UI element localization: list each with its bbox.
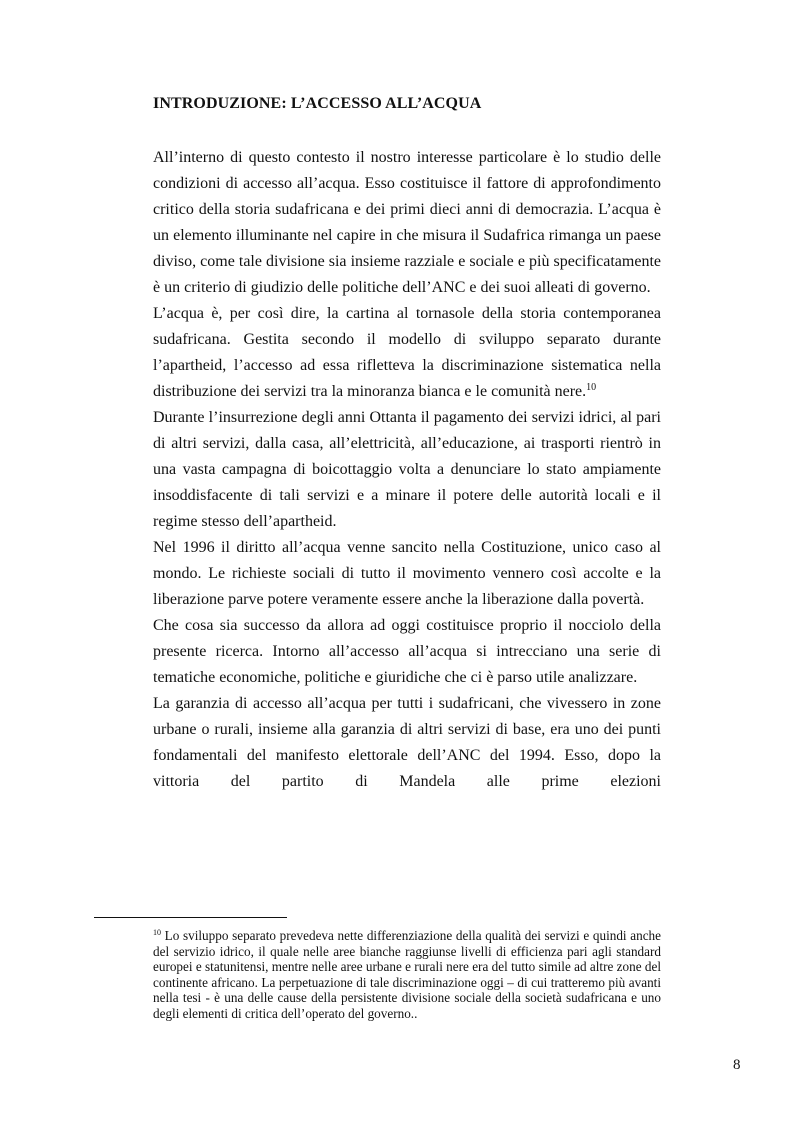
footnote-number: 10 bbox=[153, 928, 161, 937]
body-text bbox=[153, 145, 661, 795]
footnote-text: Lo sviluppo separato prevedeva nette differenziazione della qualità dei servizi e quindi anche del servizio idrico, il quale nelle aree bianche raggiunse livelli di efficienza pari agli standard europei e statunitensi, mentre nelle aree urbane e rurali nere era del tutto simile ad altre zone del continente africano. La perpetuazione di tale discriminazione oggi – di cui tratteremo più avanti nella tesi - è una delle cause della persistente divisione sociale della società sudafricana e uno degli elementi di critica dell’operato del governo.. bbox=[153, 928, 661, 1021]
section-heading: INTRODUZIONE: L’ACCESSO ALL’ACQUA bbox=[153, 95, 482, 112]
paragraph: Durante l’insurrezione degli anni Ottanta il pagamento dei servizi idrici, al pari di altri servizi, dalla casa, all’elettricità, all’educazione, ai trasporti rientrò in una vasta campagna di boicottaggio volta a denunciare lo stato ampiamente insoddisfacente di tali servizi e a minare il potere delle autorità locali e il regime stesso dell’apartheid. bbox=[153, 409, 661, 530]
paragraph-text: L’acqua è, per così dire, la cartina al tornasole della storia contemporanea sudafricana. Gestita secondo il modello di sviluppo separato durante l’apartheid, l’accesso ad essa rifletteva la discriminazione sistematica nella distribuzione dei servizi tra la minoranza bianca e le comunità nere. bbox=[153, 305, 661, 400]
paragraph bbox=[153, 301, 661, 405]
paragraph: Che cosa sia successo da allora ad oggi costituisce proprio il nocciolo della presente ricerca. Intorno all’accesso all’acqua si intrecciano una serie di tematiche economiche, politiche e giuridiche che ci è parso utile analizzare. bbox=[153, 617, 661, 686]
page-number: 8 bbox=[733, 1057, 741, 1073]
paragraph: All’interno di questo contesto il nostro interesse particolare è lo studio delle condizioni di accesso all’acqua. Esso costituisce il fattore di approfondimento critico della storia sudafricana e dei primi dieci anni di democrazia. L’acqua è un elemento illuminante nel capire in che misura il Sudafrica rimanga un paese diviso, come tale divisione sia insieme razziale e sociale e più specificatamente è un criterio di giudizio delle politiche dell’ANC e dei suoi alleati di governo. bbox=[153, 149, 661, 296]
paragraph: La garanzia di accesso all’acqua per tutti i sudafricani, che vivessero in zone urbane o rurali, insieme alla garanzia di altri servizi di base, era uno dei punti fondamentali del manifesto elettorale dell’ANC del 1994. Esso, dopo la vittoria del partito di Mandela alle prime elezioni bbox=[153, 695, 661, 790]
paragraph: Nel 1996 il diritto all’acqua venne sancito nella Costituzione, unico caso al mondo. Le richieste sociali di tutto il movimento vennero così accolte e la liberazione parve potere veramente essere anche la liberazione dalla povertà. bbox=[153, 539, 661, 608]
footnote-reference[interactable]: 10 bbox=[586, 382, 597, 393]
footnote-separator bbox=[94, 917, 287, 918]
footnote bbox=[153, 928, 661, 1021]
